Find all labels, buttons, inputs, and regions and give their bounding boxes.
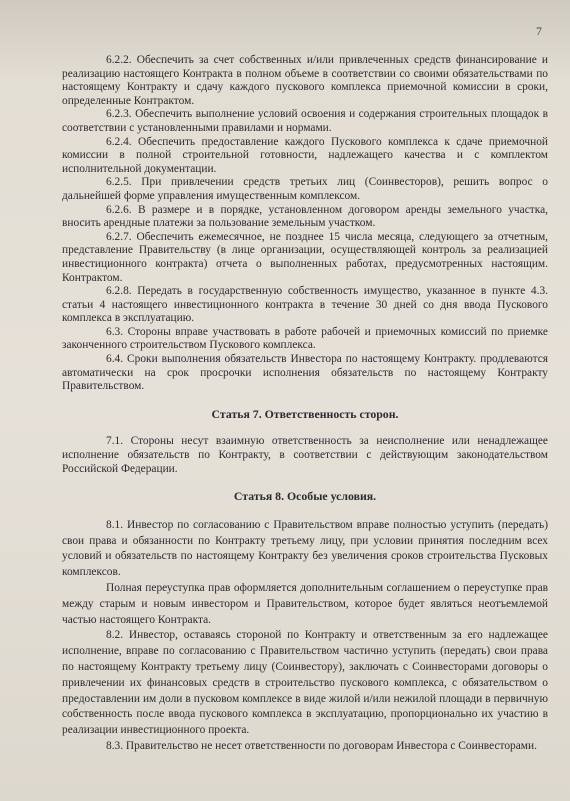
clause-8-2: 8.2. Инвестор, оставаясь стороной по Контракту и ответственным за его надлежащее исполнение, вправе по согласованию с Правительством частично уступить (передать) свои права по настоящему Контракту третьему лицу (Соинвестору), заключать с Соинвесторами договоры о привлечении их финансовых средств в строительство пускового комплекса, с обязательством о предоставлении им доли в пусковом комплексе в виде жилой и/или нежилой площади в первичную собственность после ввода пускового комплекса в эксплуатацию, пропорционально их участию в реализации инвестиционного проекта. — [62, 629, 548, 737]
clause-7-1: 7.1. Стороны несут взаимную ответственность за неисполнение или ненадлежащее исполнение обязательств по Контракту, в соответствии с действующим законодательством Российской Федерации. — [62, 435, 548, 475]
clause-6-2-6: 6.2.6. В размере и в порядке, установленном договором аренды земельного участка, вносить арендные платежи за пользование земельным участком. — [62, 203, 548, 230]
clause-6-2-5: 6.2.5. При привлечении средств третьих лиц (Соинвесторов), решить вопрос о дальнейшей форме управления имущественным комплексом. — [62, 176, 548, 202]
clause-6-2-3: 6.2.3. Обеспечить выполнение условий освоения и содержания строительных площадок в соответствии с установленными правилами и нормами. — [62, 108, 548, 134]
clause-6-2-7: 6.2.7. Обеспечить ежемесячное, не позднее 15 числа месяца, следующего за отчетным, представление Правительству (в лице организации, осуществляющей контроль за реализацией инвестиционного контракта) отчета о выполненных работах, предусмотренных настоящим. Контрактом. — [62, 230, 548, 284]
clause-6-2-8: 6.2.8. Передать в государственную собственность имущество, указанное в пункте 4.3. статьи 4 настоящего инвестиционного контракта в течение 30 дней со дня ввода Пускового комплекса в эксплуатацию. — [62, 285, 548, 325]
clause-8-1-assignment: Полная переуступка прав оформляется дополнительным соглашением о переуступке прав между старым и новым инвестором и Правительством, которое будет являться неотъемлемой частью настоящего Контракта. — [62, 582, 548, 626]
clause-6-2-2: 6.2.2. Обеспечить за счет собственных и/или привлеченных средств финансирование и реализацию настоящего Контракта в полном объеме в соответствии со своими обязательствами по настоящему Контракту и сдачу каждого пускового комплекса приемочной комиссии в сроки, определенные Контрактом. — [62, 54, 548, 107]
page-number: 7 — [536, 24, 542, 38]
article-7-heading: Статья 7. Ответственность сторон. — [211, 406, 399, 421]
clause-6-2-4: 6.2.4. Обеспечить предоставление каждого Пускового комплекса к сдаче приемочной комиссии в полной строительной готовности, надлежащего качества и с комплектом исполнительной документации. — [62, 135, 548, 175]
clause-8-1: 8.1. Инвестор по согласованию с Правительством вправе полностью уступить (передать) свои права и обязанности по Контракту третьему лицу, при условии принятия последним всех условий и обязательств по настоящему Контракту без увеличения сроков строительства Пусковых комплексов. — [62, 518, 548, 579]
clause-6-3: 6.3. Стороны вправе участвовать в работе рабочей и приемочных комиссий по приемке законченного строительством Пускового комплекса. — [62, 325, 548, 352]
article-8-heading: Статья 8. Особые условия. — [233, 489, 377, 504]
clause-8-3: 8.3. Правительство не несет ответственности по договорам Инвестора с Соинвесторами. — [106, 739, 537, 752]
document-body — [62, 54, 548, 755]
clause-6-4: 6.4. Сроки выполнения обязательств Инвестора по настоящему Контракту. продлеваются автоматически на срок просрочки исполнения обязательств по настоящему Контракту Правительством. — [62, 353, 548, 393]
